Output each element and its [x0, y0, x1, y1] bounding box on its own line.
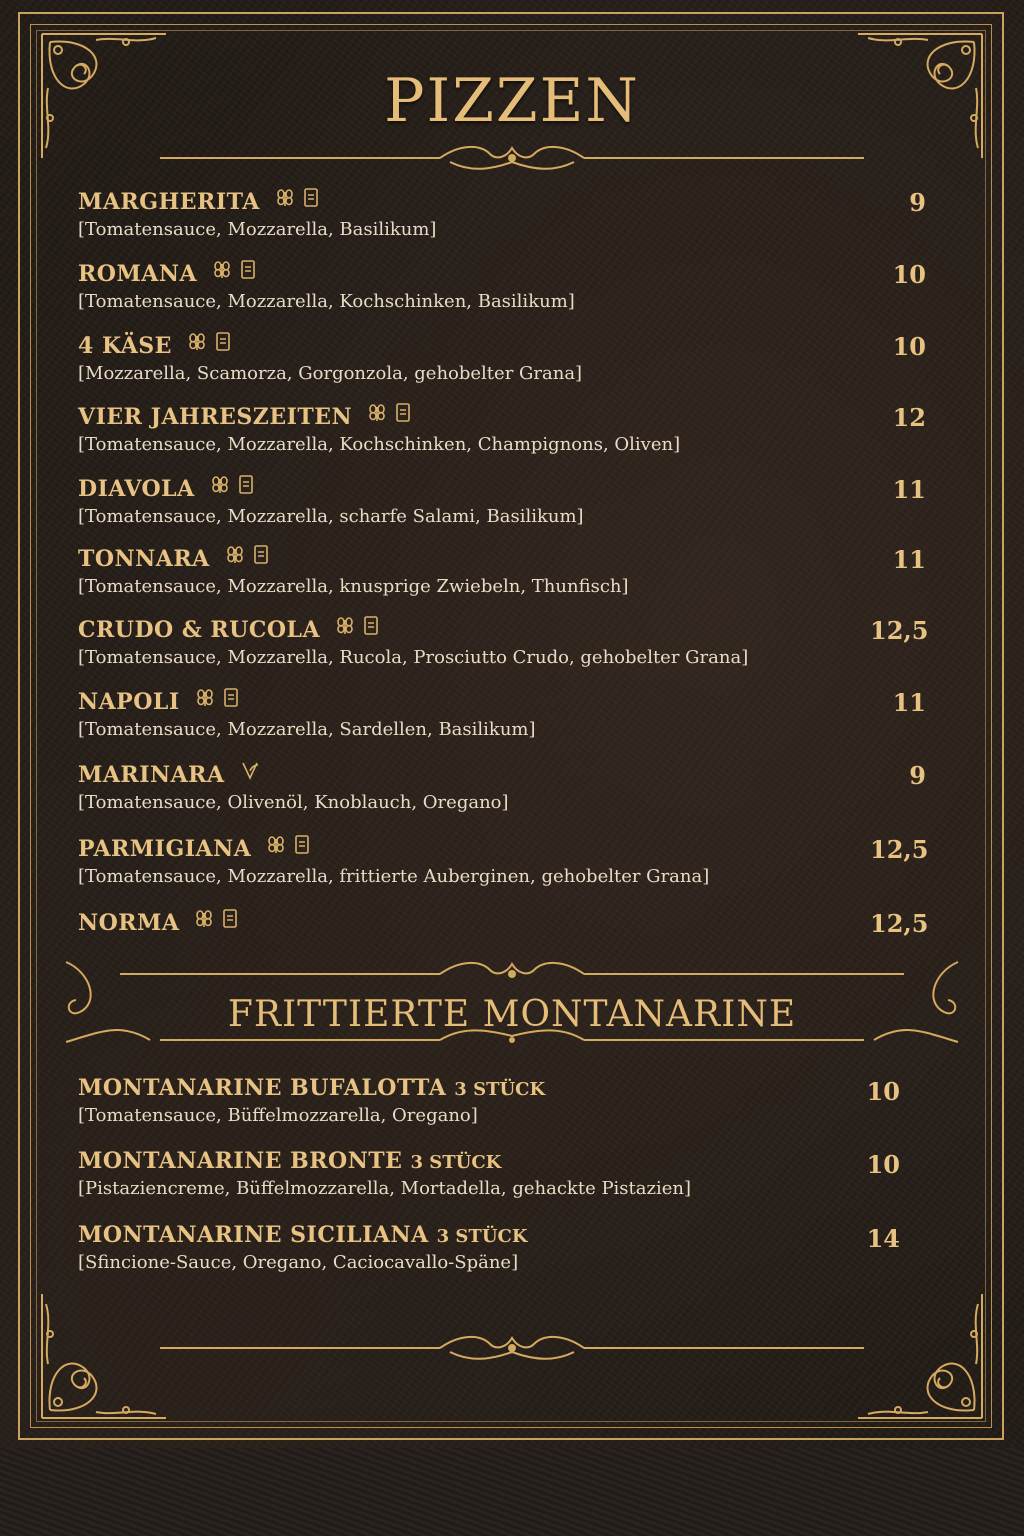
pizza-name: DIAVOLA [78, 476, 195, 502]
piece-count: 3 STÜCK [436, 1226, 528, 1247]
pizza-price: 12,5 [870, 909, 929, 938]
allergen-gluten-icon [274, 186, 296, 208]
bottom-divider [160, 1330, 864, 1366]
allergen-dairy-icon [212, 330, 234, 352]
allergen-icons [211, 258, 259, 280]
title-divider [160, 140, 864, 176]
pizza-price: 12 [892, 403, 926, 432]
pizza-name: CRUDO & RUCOLA [78, 617, 321, 643]
page-title: PIZZEN [384, 66, 640, 136]
piece-count: 3 STÜCK [454, 1079, 546, 1100]
allergen-icons [193, 907, 241, 929]
pizza-price: 11 [892, 475, 926, 504]
pizza-menu-item [78, 686, 938, 740]
allergen-icons [239, 759, 261, 781]
allergen-dairy-icon [235, 473, 257, 495]
pizza-menu-item [78, 907, 938, 936]
pizza-price: 11 [892, 545, 926, 574]
allergen-dairy-icon [392, 401, 414, 423]
pizza-description: [Tomatensauce, Mozzarella, Rucola, Prosciutto Crudo, gehobelter Grana] [78, 647, 749, 668]
montanarine-name: MONTANARINE SICILIANA [78, 1222, 429, 1248]
allergen-icons [334, 614, 382, 636]
allergen-gluten-icon [186, 330, 208, 352]
allergen-icons [186, 330, 234, 352]
pizza-name: NORMA [78, 910, 180, 936]
allergen-gluten-icon [209, 473, 231, 495]
bottom-texture-strip [0, 1448, 1024, 1536]
piece-count: 3 STÜCK [410, 1152, 502, 1173]
pizza-name: 4 KÄSE [78, 333, 172, 359]
montanarine-menu-item [78, 1148, 938, 1199]
allergen-gluten-icon [224, 543, 246, 565]
montanarine-price: 14 [866, 1224, 900, 1253]
pizza-name: ROMANA [78, 261, 198, 287]
montanarine-name: MONTANARINE BUFALOTTA [78, 1075, 447, 1101]
allergen-icons [265, 833, 313, 855]
allergen-dairy-icon [291, 833, 313, 855]
allergen-icons [194, 686, 242, 708]
pizza-menu-item [78, 330, 938, 384]
pizza-price: 10 [892, 332, 926, 361]
allergen-gluten-icon [366, 401, 388, 423]
montanarine-name: MONTANARINE BRONTE [78, 1148, 403, 1174]
allergen-gluten-icon [334, 614, 356, 636]
montanarine-description: [Sfincione-Sauce, Oregano, Caciocavallo-Späne] [78, 1252, 519, 1273]
pizza-menu-item [78, 258, 938, 312]
pizza-name: MARINARA [78, 762, 225, 788]
allergen-dairy-icon [237, 258, 259, 280]
pizza-description: [Tomatensauce, Mozzarella, scharfe Salami, Basilikum] [78, 506, 584, 527]
allergen-dairy-icon [250, 543, 272, 565]
pizza-menu-item [78, 473, 938, 527]
pizza-price: 12,5 [870, 616, 929, 645]
pizza-name: TONNARA [78, 546, 210, 572]
pizza-menu-item [78, 401, 938, 455]
pizza-menu-item [78, 543, 938, 597]
pizza-name: VIER JAHRESZEITEN [78, 404, 353, 430]
pizza-description: [Mozzarella, Scamorza, Gorgonzola, gehobelter Grana] [78, 363, 583, 384]
corner-ornament-bottom-left [36, 1284, 176, 1424]
allergen-gluten-icon [265, 833, 287, 855]
montanarine-menu-item [78, 1075, 938, 1126]
pizza-description: [Tomatensauce, Mozzarella, frittierte Auberginen, gehobelter Grana] [78, 866, 710, 887]
montanarine-menu-item [78, 1222, 938, 1273]
montanarine-price: 10 [866, 1077, 900, 1106]
pizza-name: NAPOLI [78, 689, 180, 715]
pizza-price: 9 [909, 761, 926, 790]
allergen-gluten-icon [194, 686, 216, 708]
allergen-icons [224, 543, 272, 565]
allergen-gluten-icon [211, 258, 233, 280]
pizza-menu-item [78, 614, 938, 668]
allergen-dairy-icon [219, 907, 241, 929]
pizza-name: PARMIGIANA [78, 836, 252, 862]
pizza-menu-item [78, 759, 938, 813]
pizza-menu-item [78, 186, 938, 240]
allergen-dairy-icon [220, 686, 242, 708]
allergen-dairy-icon [360, 614, 382, 636]
pizza-description: [Tomatensauce, Mozzarella, Kochschinken, Champignons, Oliven] [78, 434, 681, 455]
pizza-description: [Tomatensauce, Mozzarella, Sardellen, Basilikum] [78, 719, 536, 740]
pizza-description: [Tomatensauce, Mozzarella, knusprige Zwiebeln, Thunfisch] [78, 576, 629, 597]
allergen-gluten-icon [193, 907, 215, 929]
montanarine-price: 10 [866, 1150, 900, 1179]
pizza-price: 11 [892, 688, 926, 717]
pizza-description: [Tomatensauce, Mozzarella, Basilikum] [78, 219, 437, 240]
pizza-menu-item [78, 833, 938, 887]
section-title-montanarine: FRITTIERTE MONTANARINE [227, 994, 797, 1035]
pizza-price: 10 [892, 260, 926, 289]
allergen-icons [209, 473, 257, 495]
corner-ornament-bottom-right [848, 1284, 988, 1424]
allergen-icons [366, 401, 414, 423]
pizza-description: [Tomatensauce, Olivenöl, Knoblauch, Oregano] [78, 792, 509, 813]
montanarine-description: [Tomatensauce, Büffelmozzarella, Oregano] [78, 1105, 478, 1126]
pizza-price: 12,5 [870, 835, 929, 864]
pizza-price: 9 [909, 188, 926, 217]
allergen-icons [274, 186, 322, 208]
montanarine-description: [Pistaziencreme, Büffelmozzarella, Mortadella, gehackte Pistazien] [78, 1178, 692, 1199]
allergen-dairy-icon [300, 186, 322, 208]
pizza-name: MARGHERITA [78, 189, 260, 215]
vegan-icon [239, 759, 261, 781]
pizza-description: [Tomatensauce, Mozzarella, Kochschinken, Basilikum] [78, 291, 575, 312]
